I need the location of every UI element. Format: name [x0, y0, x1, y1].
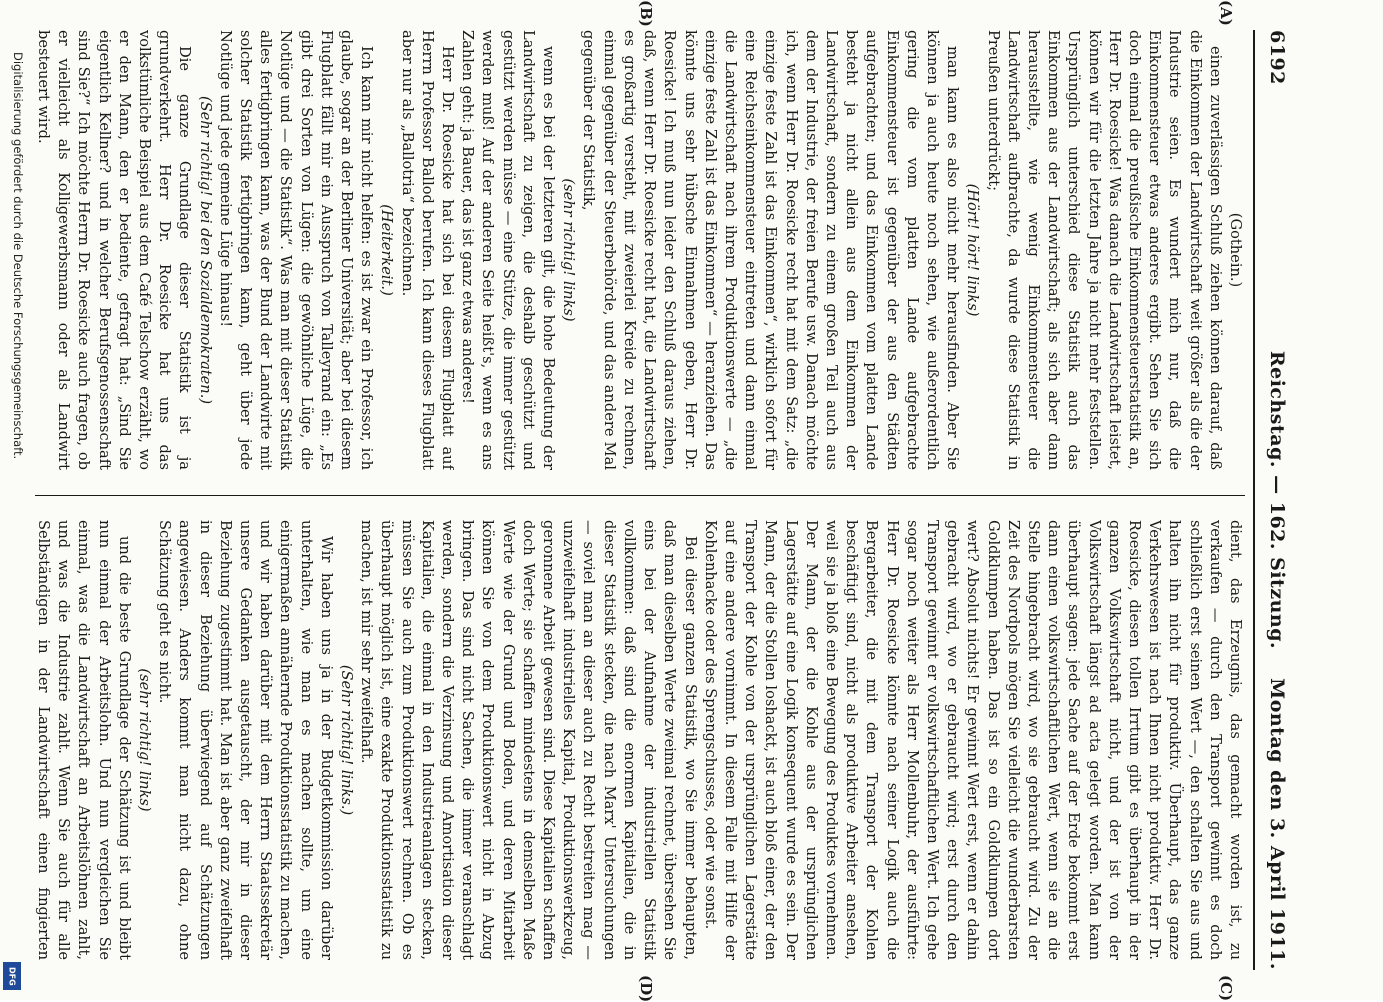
left-paragraph: Herr Dr. Roesicke hat sich bei diesem Flugblatt auf Herrn Professor Ballod berufen. Ich kann dieses Flugblatt aber nur als „Ballotria“ bezeichnen.: [398, 30, 457, 470]
page-date: Montag den 3. April 1911.: [1266, 678, 1288, 970]
right-paragraph: und die beste Grundlage der Schätzung ist und bleibt nun einmal der Arbeitslohn. Und nun vergleichen Sie einmal, was die Landwirtschaft an Arbeitslöhnen zahlt, und was die Industrie zahlt. Wenn Sie auch für alle Selbständigen in der Landwirtschaft einen fingierten: [35, 520, 133, 960]
left-remark: (Hört! hört! links): [964, 183, 982, 317]
right-remark: (sehr richtig! links): [136, 668, 154, 812]
right-paragraph: Wir haben uns ja in der Budgetkommission darüber unterhalten, wie man es machen sollte, um eine einigermaßen annähernde Produktionsstatistik zu machen, und wir haben darüber mit dem Herrn Staatssekretär unsere Gedanken ausgetauscht, der mir in dieser Beziehung zugestimmt hat. Man ist aber ganz zweifelhaft in dieser Beziehung überwiegend auf Schätzungen angewiesen. Anders kommt man nicht dazu, ohne Schätzung geht es nicht.: [156, 520, 335, 960]
right-column: [35, 520, 1245, 960]
header-rule: [1253, 30, 1255, 970]
left-remark: (Sehr richtig! bei den Sozialdemokraten.): [196, 95, 214, 405]
right-paragraph: dient, das Erzeugnis, das gemacht worden ist, zu verkaufen — durch den Transport gewinnt es doch schließlich erst seinen Wert —, den schalten Sie aus und halten ihn nicht für produktiv. Überhaupt, das ganze Verkehrswesen ist nach Ihnen nicht produktiv. Herr Dr. Roesicke, diesen tollen Irrtum gibt es überhaupt in der ganzen Volkswirtschaft nicht, und der ist von der Volkswirtschaft längst ad acta gelegt worden. Man kann überhaupt sagen: jede Sache auf der Erde bekommt erst dann einen volkswirtschaftlichen Wert, wenn sie an die Stelle hingebracht wird, wo sie gebraucht wird. Zu der Zeit des Nordpols mögen Sie vielleicht die wunderbarsten Goldklumpen haben. Das ist so ein Goldklumpen dort wert? Absolut nichts! Er gewinnt Wert erst, wenn er dahin gebracht wird, wo er gebraucht wird; erst durch den Transport gewinnt er volkswirtschaftlichen Wert. Ich gehe sogar noch weiter als Herr Mollenbuhr, der ausführte: Herr Dr. Roesicke könnte nach seiner Logik auch die Bergarbeiter, die mit dem Transport der Kohlen beschäftigt sind, nicht als produktive Arbeiter ansehen, weil sie ja bloß eine Bewegung des Produktes vornehmen. Der Mann, der die Kohle aus der ursprünglichen Lagerstätte auf eine Logik konsequent wurde es sein. Der Mann, der die Stollen loshackt, ist auch bloß einer, der den Transport der Kohle von der ursprünglichen Lagerstätte auf eine andere vornimmt. In diesem Falle mit Hilfe der Kohlenhacke oder des Sprengschusses, oder wie sonst.: [701, 520, 1244, 960]
margin-marker-d: (D): [637, 975, 655, 1002]
margin-marker-b: (B): [637, 0, 655, 27]
page-header: [1259, 30, 1295, 970]
left-paragraph: Ich kann mir nicht helfen: es ist zwar ein Professor, ich glaube, sogar an der Berliner Universität; aber bei diesem Flugblatt fällt mir ein Ausspruch von Talleyrand ein: „Es gibt drei Sorten von Lügen: die gewöhnliche Lüge, die Notlüge und — die Statistik“. Was man mit dieser Statistik alles fertigbringen kann, was der Bund der Landwirte mit solcher Statistik fertigbringen kann, geht über jede Notlüge und jede gemeine Lüge hinaus!: [216, 30, 376, 470]
left-remark: (Heiterkeit.): [378, 204, 396, 296]
page-number: 6192: [1266, 30, 1288, 85]
footer-credit-text: Digitalisierung gefördert durch die Deutsche Forschungsgemeinschaft.: [11, 52, 25, 460]
left-paragraph: wenn es bei der letzteren gilt, die hohe Bedeutung der Landwirtschaft zu zeigen, die deshalb geschützt und gestützt werden müsse — eine Stütze, die immer gestützt werden muß! Auf der anderen Seite heißt's, wenn es ans Zahlen geht: ja Bauer, das ist ganz etwas anderes!: [459, 30, 558, 470]
speaker-name: (Gothein.): [1227, 212, 1244, 288]
right-paragraph: Bei dieser ganzen Statistik, wo Sie immer behaupten, daß man dieselben Werte zweimal rechnet, übersehen Sie eins bei der Aufnahme der industriellen Statistik vollkommen: daß sind die enormen Kapitalien, die in dieser Statistik stecken, die nach Marx' Untersuchungen — soviel man an dieser auch zu Recht bestreiten mag — unzweifelhaft industrielles Kapital, Produktionswerkzeug, geronnene Arbeit gewesen sind. Diese Kapitalien schaffen doch Werte; sie schaffen mindestens in demselben Maße Werte wie der Grund und Boden, und deren Mitarbeit können Sie von dem Produktionswert nicht in Abzug bringen. Das sind nicht Sachen, die immer veranschlagt werden, sondern die Verzinsung und Amortisation dieser Kapitalien, die einmal in den Industrieanlagen stecken, müssen Sie auch zum Produktionswert rechnen. Ob es überhaupt möglich ist, eine exakte Produktionsstatistik zu machen, ist mir sehr zweifelhaft.: [358, 520, 699, 960]
page-running-title: Reichstag. — 162. Sitzung.: [1266, 350, 1288, 650]
margin-marker-c: (C): [1217, 975, 1235, 1002]
footer-credit: [3, 40, 25, 990]
left-remark: (sehr richtig! links): [560, 178, 578, 322]
margin-marker-a: (A): [1217, 0, 1235, 26]
left-paragraph: man kann es also nicht mehr herausfinden. Aber Sie können ja auch heute noch sehen, wie außerordentlich gering die vom platten Lande aufgebrachte Einkommensteuer ist gegenüber der aus den Städten aufgebrachten; und das Einkommen vom platten Lande besteht ja nicht allein aus dem Einkommen der Landwirtschaft, sondern zu einem großen Teil auch aus dem der Industrie, der freien Berufe usw. Danach möchte ich, wenn Herr Dr. Roesicke recht hat mit dem Satz: „die einzige feste Zahl ist das Einkommen“, wirklich sofort für eine Reichseinkommensteuer eintreten und dann einmal die Landwirtschaft nach ihrem Produktionswerte — „die einzige feste Zahl ist das Einkommen“ — heranziehen. Das könnte uns sehr hübsche Einnahmen geben, Herr Dr. Roesicke! Ich muß nun leider den Schluß daraus ziehen, daß, wenn Herr Dr. Roesicke recht hat, die Landwirtschaft es großartig versteht, mit zweierlei Kreide zu rechnen, einmal gegenüber der Steuerbehörde, und das andere Mal gegenüber der Statistik,: [580, 30, 962, 470]
left-paragraph: Die ganze Grundlage dieser Statistik ist ja grundverkehrt. Herr Dr. Roesicke hat uns das volkstümliche Beispiel aus dem Café Telschow erzählt, wo er den Mann, den er bediente, gefragt hat: „Sind Sie eigentlich Kellner? und in welcher Berufsgenossenschaft sind Sie?“ Ich möchte Herrn Dr. Roesicke auch fragen, ob er vielleicht als Kolligewerbsmann oder als Landwirt besteuert wird.: [35, 30, 194, 470]
column-divider: [35, 495, 1245, 496]
rotated-sheet: [25, 0, 1295, 1002]
left-column: [35, 30, 1245, 470]
dfg-logo-icon: DFG: [3, 962, 21, 990]
left-paragraph: einen zuverlässigen Schluß ziehen können darauf, daß die Einkommen der Landwirtschaft weit größer als die der Industrie seien. Es wundert mich nur, daß die Einkommensteuer etwas anderes ergibt. Sehen Sie sich doch einmal die preußische Einkommensteuerstatistik an, Herr Dr. Roesicke! Was danach die Landwirtschaft leistet, können wir für die letzten Jahre ja nicht mehr feststellen. Ursprünglich unterschied diese Statistik auch das Einkommen aus der Landwirtschaft; als sich aber dann herausstellte, wie wenig Einkommensteuer die Landwirtschaft aufbrachte, da wurde diese Statistik in Preußen unterdrückt;: [984, 30, 1224, 470]
right-remark: (Sehr richtig! links.): [338, 664, 356, 816]
